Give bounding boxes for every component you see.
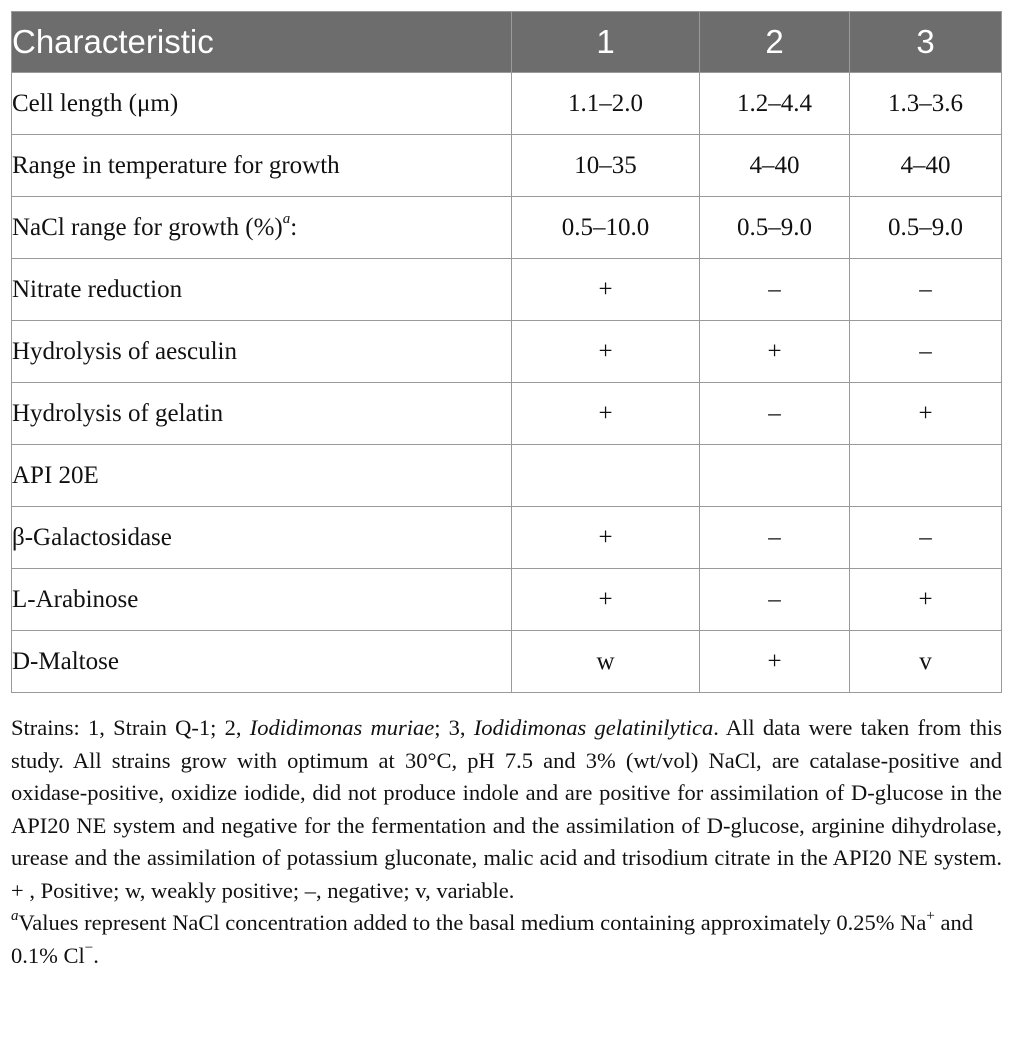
strain2-name: Iodidimonas muriae (249, 715, 435, 740)
footnote-mark: a (11, 907, 19, 924)
row-label: API 20E (12, 445, 512, 507)
footnote-sup-1: + (926, 907, 935, 924)
cell-strain-1: w (512, 631, 700, 693)
cell-strain-1: 10–35 (512, 135, 700, 197)
footnote-sup-2: − (84, 940, 94, 956)
strains-note (11, 712, 1002, 907)
cell-strain-1: + (512, 569, 700, 631)
row-label: β-Galactosidase (12, 507, 512, 569)
table-row (12, 259, 1002, 321)
table-row (12, 383, 1002, 445)
row-label: D-Maltose (12, 631, 512, 693)
cell-strain-1: + (512, 259, 700, 321)
strain3-name: Iodidimonas gelatinilytica (473, 715, 714, 740)
header-strain-1: 1 (512, 12, 700, 73)
row-label: Cell length (μm) (12, 73, 512, 135)
row-label: Nitrate reduction (12, 259, 512, 321)
footnote-text-2: and 0.1% Cl (11, 910, 973, 968)
cell-strain-1: + (512, 383, 700, 445)
table-row (12, 507, 1002, 569)
cell-strain-1: 1.1–2.0 (512, 73, 700, 135)
row-label: Hydrolysis of gelatin (12, 383, 512, 445)
table-row (12, 631, 1002, 693)
cell-strain-2: 1.2–4.4 (700, 73, 850, 135)
table-row (12, 445, 1002, 507)
cell-strain-2: – (700, 569, 850, 631)
cell-strain-2: + (700, 631, 850, 693)
cell-strain-3: + (850, 383, 1002, 445)
cell-strain-1: 0.5–10.0 (512, 197, 700, 259)
strains-prefix: Strains: 1, Strain Q-1; 2, (11, 715, 242, 740)
table-header (12, 12, 1002, 73)
cell-strain-2: – (700, 507, 850, 569)
row-label: L-Arabinose (12, 569, 512, 631)
cell-strain-1: + (512, 507, 700, 569)
cell-strain-3: v (850, 631, 1002, 693)
cell-strain-2: – (700, 383, 850, 445)
strains-rest: . All data were taken from this study. All strains grow with optimum at 30°C, pH 7.5 and 3% (wt/vol) NaCl, are catalase-positive and oxidase-positive, oxidize iodide, did not produce indole and are positive for assimilation of D-glucose in the API20 NE system and negative for the fermentation and the assimilation of D-glucose, arginine dihydrolase, urease and the assimilation of potassium gluconate, malic acid and trisodium citrate in the API20 NE system. + , Positive; w, weakly positive; –, negative; v, variable. (11, 715, 1003, 903)
table-body (12, 73, 1002, 693)
cell-strain-2 (700, 445, 850, 507)
table-row (12, 569, 1002, 631)
cell-strain-1 (512, 445, 700, 507)
cell-strain-2: 0.5–9.0 (700, 197, 850, 259)
header-strain-2: 2 (700, 12, 850, 73)
row-label: Hydrolysis of aesculin (12, 321, 512, 383)
header-row (12, 12, 1002, 73)
strains-mid: ; 3, (434, 715, 466, 740)
cell-strain-3: 1.3–3.6 (850, 73, 1002, 135)
header-strain-3: 3 (850, 12, 1002, 73)
footnote-text-3: . (93, 942, 99, 968)
header-characteristic: Characteristic (12, 12, 512, 73)
table-row (12, 321, 1002, 383)
cell-strain-3: 0.5–9.0 (850, 197, 1002, 259)
row-label: NaCl range for growth (%)$^a$: (12, 197, 512, 259)
table-notes (11, 712, 1002, 972)
cell-strain-2: 4–40 (700, 135, 850, 197)
cell-strain-3: + (850, 569, 1002, 631)
cell-strain-1: + (512, 321, 700, 383)
table-row (12, 73, 1002, 135)
table-container (11, 11, 1001, 693)
cell-strain-3: – (850, 507, 1002, 569)
cell-strain-3 (850, 445, 1002, 507)
footnote-text-1: Values represent NaCl concentration added to the basal medium containing approximately 0.25% Na (18, 910, 927, 935)
footnote-a (11, 907, 1002, 972)
cell-strain-2: – (700, 259, 850, 321)
table-row (12, 135, 1002, 197)
cell-strain-2: + (700, 321, 850, 383)
table-row (12, 197, 1002, 259)
cell-strain-3: – (850, 259, 1002, 321)
characteristics-table (11, 11, 1002, 693)
cell-strain-3: – (850, 321, 1002, 383)
cell-strain-3: 4–40 (850, 135, 1002, 197)
row-label: Range in temperature for growth (12, 135, 512, 197)
